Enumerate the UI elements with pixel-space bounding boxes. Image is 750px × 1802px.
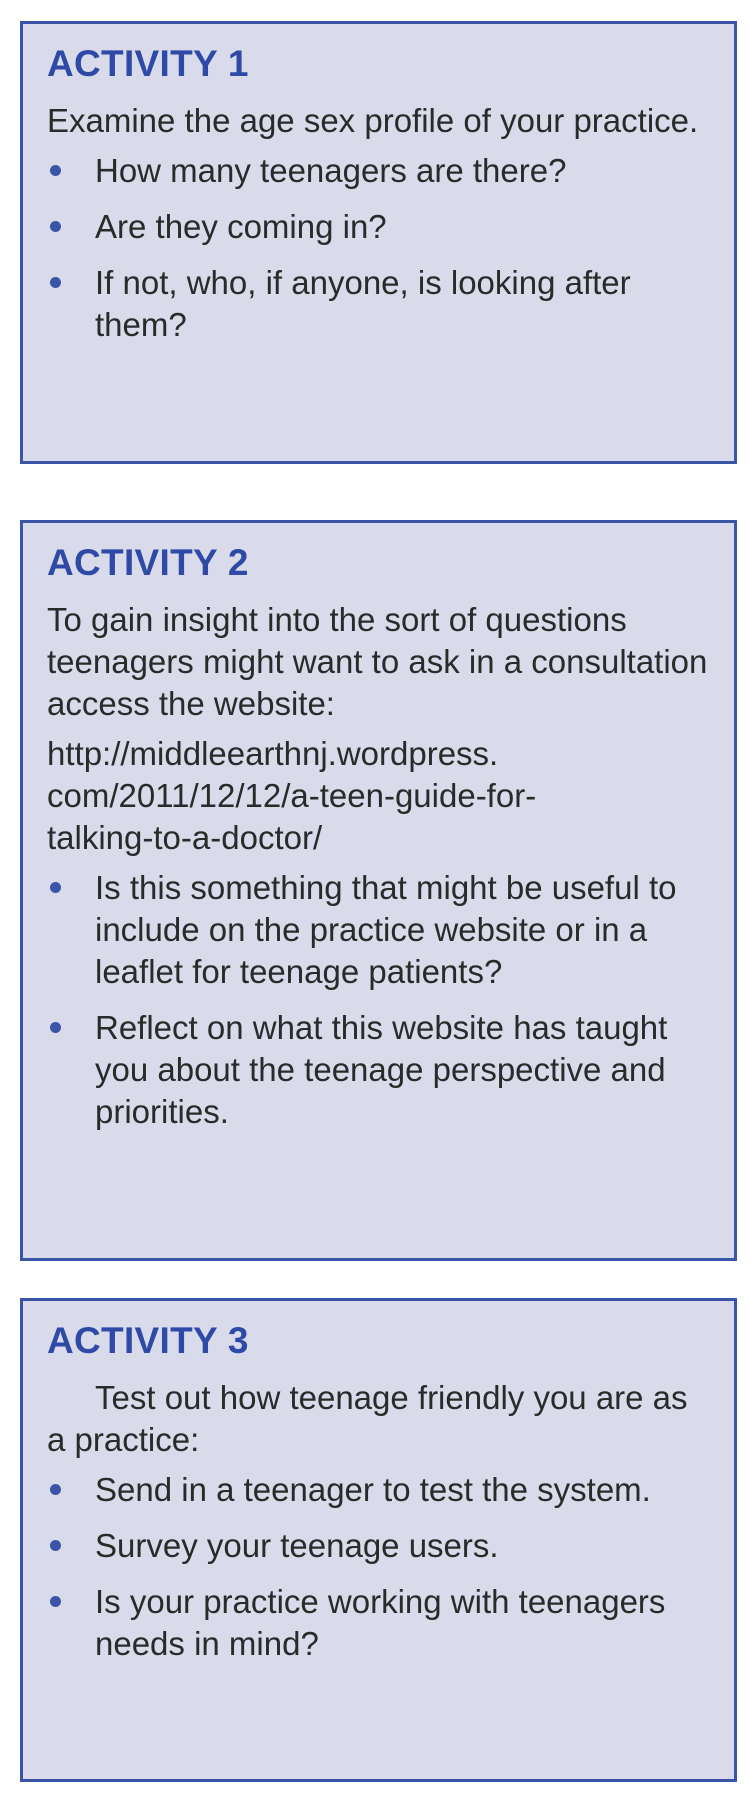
bullet-dot-icon xyxy=(50,165,61,176)
list-item xyxy=(47,1525,710,1567)
activity-1-box xyxy=(20,21,737,464)
activity-3-bullet-list xyxy=(47,1469,710,1665)
bullet-dot-icon xyxy=(50,1484,61,1495)
bullet-dot-icon xyxy=(50,1022,61,1033)
activity-3-title: ACTIVITY 3 xyxy=(47,1320,249,1361)
list-item-text: Survey your teenage users. xyxy=(95,1527,499,1564)
bullet-dot-icon xyxy=(50,1596,61,1607)
activity-1-intro: Examine the age sex profile of your practice. xyxy=(47,102,699,139)
bullet-dot-icon xyxy=(50,277,61,288)
list-item-text: Send in a teenager to test the system. xyxy=(95,1471,651,1508)
list-item-text: Is this something that might be useful to include on the practice website or in a leaflet for teenage patients? xyxy=(95,869,677,990)
activity-2-bullet-list xyxy=(47,867,710,1133)
list-item xyxy=(47,1581,710,1665)
activity-3-box xyxy=(20,1298,737,1782)
activity-2-box xyxy=(20,520,737,1261)
list-item-text: If not, who, if anyone, is looking after them? xyxy=(95,264,631,343)
list-item xyxy=(47,867,710,993)
list-item-text: Reflect on what this website has taught you about the teenage perspective and priorities. xyxy=(95,1009,686,1130)
list-item-text: Is your practice working with teenagers needs in mind? xyxy=(95,1583,666,1662)
activity-3-intro: Test out how teenage friendly you are as a practice: xyxy=(47,1379,688,1458)
activity-1-bullet-list xyxy=(47,150,710,346)
list-item xyxy=(47,150,710,192)
website-url-line[interactable]: talking-to-a-doctor/ xyxy=(47,819,323,856)
list-item xyxy=(47,1007,710,1133)
list-item xyxy=(47,206,710,248)
activity-2-intro: To gain insight into the sort of questions teenagers might want to ask in a consultation access the website: xyxy=(47,601,708,722)
bullet-dot-icon xyxy=(50,221,61,232)
list-item-text: Are they coming in? xyxy=(95,208,387,245)
list-item-text: How many teenagers are there? xyxy=(95,152,567,189)
list-item xyxy=(47,1469,710,1511)
activity-2-title: ACTIVITY 2 xyxy=(47,542,249,583)
list-item xyxy=(47,262,710,346)
website-url-line[interactable]: com/2011/12/12/a-teen-guide-for- xyxy=(47,777,537,814)
bullet-dot-icon xyxy=(50,882,61,893)
bullet-dot-icon xyxy=(50,1540,61,1551)
website-url[interactable] xyxy=(47,733,710,859)
website-url-line[interactable]: http://middleearthnj.wordpress. xyxy=(47,735,499,772)
activity-1-title: ACTIVITY 1 xyxy=(47,43,249,84)
